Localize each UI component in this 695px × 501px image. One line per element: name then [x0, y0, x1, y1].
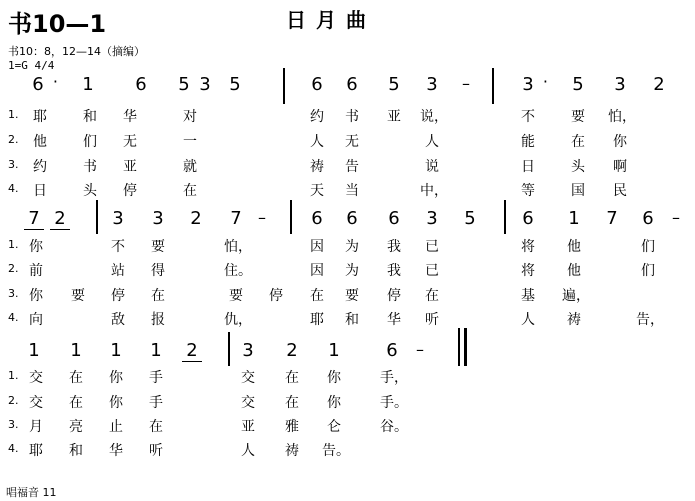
lyric-syllable: 书 — [345, 109, 359, 125]
lyric-syllable: 仇， — [224, 312, 252, 328]
lyric-syllable: 人 — [521, 312, 535, 328]
lyric-syllable: 亚 — [241, 419, 255, 435]
note: 1 — [568, 208, 580, 229]
lyric-syllable: 谷。 — [380, 419, 408, 435]
verse-number: 2. — [8, 262, 19, 275]
lyric-syllable: 耶 — [33, 109, 47, 125]
key-signature: 1=G 4/4 — [8, 59, 55, 72]
lyric-syllable: 说， — [420, 109, 448, 125]
lyric-syllable: 在 — [310, 288, 324, 304]
lyric-syllable: 在 — [183, 183, 197, 199]
lyric-syllable: 当 — [345, 183, 359, 199]
lyric-syllable: 敌 — [111, 312, 125, 328]
lyric-syllable: 因 — [310, 239, 324, 255]
lyric-syllable: 书 — [83, 159, 97, 175]
lyric-syllable: 华 — [109, 443, 123, 459]
lyric-syllable: 住。 — [224, 263, 252, 279]
lyric-syllable: 手， — [380, 370, 408, 386]
lyric-syllable: 月 — [29, 419, 43, 435]
sustain-dash: – — [416, 340, 424, 359]
lyric-syllable: 手 — [149, 370, 163, 386]
verse-number: 4. — [8, 311, 19, 324]
lyric-syllable: 将 — [521, 263, 535, 279]
note: 6 — [346, 208, 358, 229]
song-title: 日月曲 — [286, 8, 376, 32]
footer-label: 唱福音 11 — [6, 486, 57, 499]
lyric-syllable: 雅 — [285, 419, 299, 435]
lyric-syllable: 你 — [109, 370, 123, 386]
note: 3 — [112, 208, 124, 229]
lyric-syllable: 们 — [83, 134, 97, 150]
lyric-syllable: 们 — [641, 263, 655, 279]
lyric-syllable: 站 — [111, 263, 125, 279]
note: 7 — [230, 208, 242, 229]
lyric-syllable: 你 — [613, 134, 627, 150]
lyric-syllable: 祷 — [567, 312, 581, 328]
lyric-syllable: 耶 — [310, 312, 324, 328]
note: 3 — [199, 74, 211, 95]
lyric-syllable: 我 — [387, 239, 401, 255]
final-barline-thick — [464, 328, 467, 366]
lyric-syllable: 无 — [123, 134, 137, 150]
note: 1 — [28, 340, 40, 361]
lyric-syllable: 得 — [151, 263, 165, 279]
note: 6 — [386, 340, 398, 361]
lyric-syllable: 告 — [345, 159, 359, 175]
verse-number: 3. — [8, 158, 19, 171]
lyric-syllable: 要 — [71, 288, 85, 304]
note: 3 — [426, 74, 438, 95]
note: 3 — [152, 208, 164, 229]
lyric-syllable: 他 — [567, 263, 581, 279]
lyric-syllable: 止 — [109, 419, 123, 435]
verse-number: 1. — [8, 369, 19, 382]
note: 1 — [82, 74, 94, 95]
note: 6 — [642, 208, 654, 229]
note: 5 — [572, 74, 584, 95]
note: 6 — [311, 74, 323, 95]
note: 5 — [464, 208, 476, 229]
lyric-syllable: 停 — [269, 288, 283, 304]
lyric-syllable: 等 — [521, 183, 535, 199]
lyric-syllable: 在 — [69, 395, 83, 411]
lyric-syllable: 亚 — [123, 159, 137, 175]
note: 2 — [190, 208, 202, 229]
lyric-syllable: 人 — [241, 443, 255, 459]
lyric-syllable: 已 — [425, 239, 439, 255]
lyric-syllable: 无 — [345, 134, 359, 150]
lyric-syllable: 将 — [521, 239, 535, 255]
note: 5 — [178, 74, 190, 95]
note: 6 — [522, 208, 534, 229]
lyric-syllable: 交 — [241, 395, 255, 411]
lyric-syllable: 国 — [571, 183, 585, 199]
note: 5 — [229, 74, 241, 95]
note: 2 — [286, 340, 298, 361]
lyric-syllable: 交 — [29, 395, 43, 411]
note: 1 — [150, 340, 162, 361]
note: 6 — [135, 74, 147, 95]
note: 3 — [426, 208, 438, 229]
lyric-syllable: 不 — [521, 109, 535, 125]
lyric-syllable: 约 — [310, 109, 324, 125]
lyric-syllable: 民 — [613, 183, 627, 199]
barline — [96, 200, 98, 234]
lyric-syllable: 要 — [151, 239, 165, 255]
sustain-dash: – — [672, 208, 680, 227]
lyric-syllable: 他 — [567, 239, 581, 255]
lyric-syllable: 听 — [425, 312, 439, 328]
lyric-syllable: 华 — [123, 109, 137, 125]
lyric-syllable: 告， — [636, 312, 664, 328]
lyric-syllable: 天 — [310, 183, 324, 199]
lyric-syllable: 要 — [345, 288, 359, 304]
verse-number: 3. — [8, 287, 19, 300]
scripture-source: 书10：8，12—14（摘编） — [8, 45, 145, 58]
lyric-syllable: 交 — [241, 370, 255, 386]
note: · 6 — [26, 74, 50, 95]
lyric-syllable: 他 — [33, 134, 47, 150]
note: · 3 — [516, 74, 540, 95]
note: 6 — [311, 208, 323, 229]
lyric-syllable: 你 — [327, 395, 341, 411]
lyric-syllable: 头 — [83, 183, 97, 199]
lyric-syllable: 因 — [310, 263, 324, 279]
lyric-syllable: 要 — [229, 288, 243, 304]
final-barline-thin — [458, 328, 460, 366]
barline — [290, 200, 292, 234]
lyric-syllable: 你 — [29, 288, 43, 304]
lyric-syllable: 在 — [151, 288, 165, 304]
lyric-syllable: 华 — [387, 312, 401, 328]
lyric-syllable: 不 — [111, 239, 125, 255]
lyric-syllable: 中， — [420, 183, 448, 199]
lyric-syllable: 前 — [29, 263, 43, 279]
note: 1 — [70, 340, 82, 361]
note: 1 — [328, 340, 340, 361]
lyric-syllable: 在 — [149, 419, 163, 435]
lyric-syllable: 亮 — [69, 419, 83, 435]
note: 7 — [22, 208, 46, 229]
lyric-syllable: 和 — [83, 109, 97, 125]
note: 2 — [48, 208, 72, 229]
lyric-syllable: 在 — [69, 370, 83, 386]
lyric-syllable: 日 — [521, 159, 535, 175]
lyric-syllable: 告。 — [322, 443, 350, 459]
lyric-syllable: 你 — [109, 395, 123, 411]
lyric-syllable: 啊 — [613, 159, 627, 175]
lyric-syllable: 和 — [345, 312, 359, 328]
barline — [504, 200, 506, 234]
lyric-syllable: 停 — [387, 288, 401, 304]
lyric-syllable: 怕， — [608, 109, 636, 125]
lyric-syllable: 向 — [29, 312, 43, 328]
note: 7 — [606, 208, 618, 229]
lyric-syllable: 人 — [310, 134, 324, 150]
verse-number: 4. — [8, 182, 19, 195]
sustain-dash: – — [258, 208, 266, 227]
lyric-syllable: 你 — [327, 370, 341, 386]
lyric-syllable: 手 — [149, 395, 163, 411]
lyric-syllable: 为 — [345, 263, 359, 279]
lyric-syllable: 交 — [29, 370, 43, 386]
lyric-syllable: 报 — [151, 312, 165, 328]
lyric-syllable: 为 — [345, 239, 359, 255]
note: 6 — [346, 74, 358, 95]
lyric-syllable: 头 — [571, 159, 585, 175]
note: 5 — [388, 74, 400, 95]
sustain-dash: – — [462, 74, 470, 93]
lyric-syllable: 亚 — [387, 109, 401, 125]
lyric-syllable: 在 — [285, 370, 299, 386]
note: 6 — [388, 208, 400, 229]
lyric-syllable: 听 — [149, 443, 163, 459]
lyric-syllable: 在 — [571, 134, 585, 150]
note: 3 — [614, 74, 626, 95]
lyric-syllable: 怕， — [224, 239, 252, 255]
lyric-syllable: 我 — [387, 263, 401, 279]
note: 3 — [242, 340, 254, 361]
lyric-syllable: 说 — [425, 159, 439, 175]
barline — [283, 68, 285, 104]
lyric-syllable: 你 — [29, 239, 43, 255]
lyric-syllable: 人 — [425, 134, 439, 150]
lyric-syllable: 日 — [33, 183, 47, 199]
lyric-syllable: 们 — [641, 239, 655, 255]
verse-number: 3. — [8, 418, 19, 431]
lyric-syllable: 遍， — [562, 288, 590, 304]
barline — [492, 68, 494, 104]
lyric-syllable: 基 — [521, 288, 535, 304]
note: 2 — [653, 74, 665, 95]
lyric-syllable: 仑 — [327, 419, 341, 435]
verse-number: 2. — [8, 394, 19, 407]
barline — [228, 332, 230, 366]
lyric-syllable: 和 — [69, 443, 83, 459]
doc-id: 书10—1 — [8, 10, 107, 38]
lyric-syllable: 约 — [33, 159, 47, 175]
lyric-syllable: 要 — [571, 109, 585, 125]
lyric-syllable: 停 — [123, 183, 137, 199]
lyric-syllable: 耶 — [29, 443, 43, 459]
lyric-syllable: 在 — [285, 395, 299, 411]
lyric-syllable: 手。 — [380, 395, 408, 411]
lyric-syllable: 祷 — [285, 443, 299, 459]
verse-number: 4. — [8, 442, 19, 455]
lyric-syllable: 停 — [111, 288, 125, 304]
lyric-syllable: 一 — [183, 134, 197, 150]
note: 1 — [110, 340, 122, 361]
lyric-syllable: 能 — [521, 134, 535, 150]
verse-number: 1. — [8, 238, 19, 251]
lyric-syllable: 已 — [425, 263, 439, 279]
lyric-syllable: 祷 — [310, 159, 324, 175]
note: 2 — [180, 340, 204, 361]
lyric-syllable: 在 — [425, 288, 439, 304]
lyric-syllable: 就 — [183, 159, 197, 175]
verse-number: 2. — [8, 133, 19, 146]
lyric-syllable: 对 — [183, 109, 197, 125]
verse-number: 1. — [8, 108, 19, 121]
